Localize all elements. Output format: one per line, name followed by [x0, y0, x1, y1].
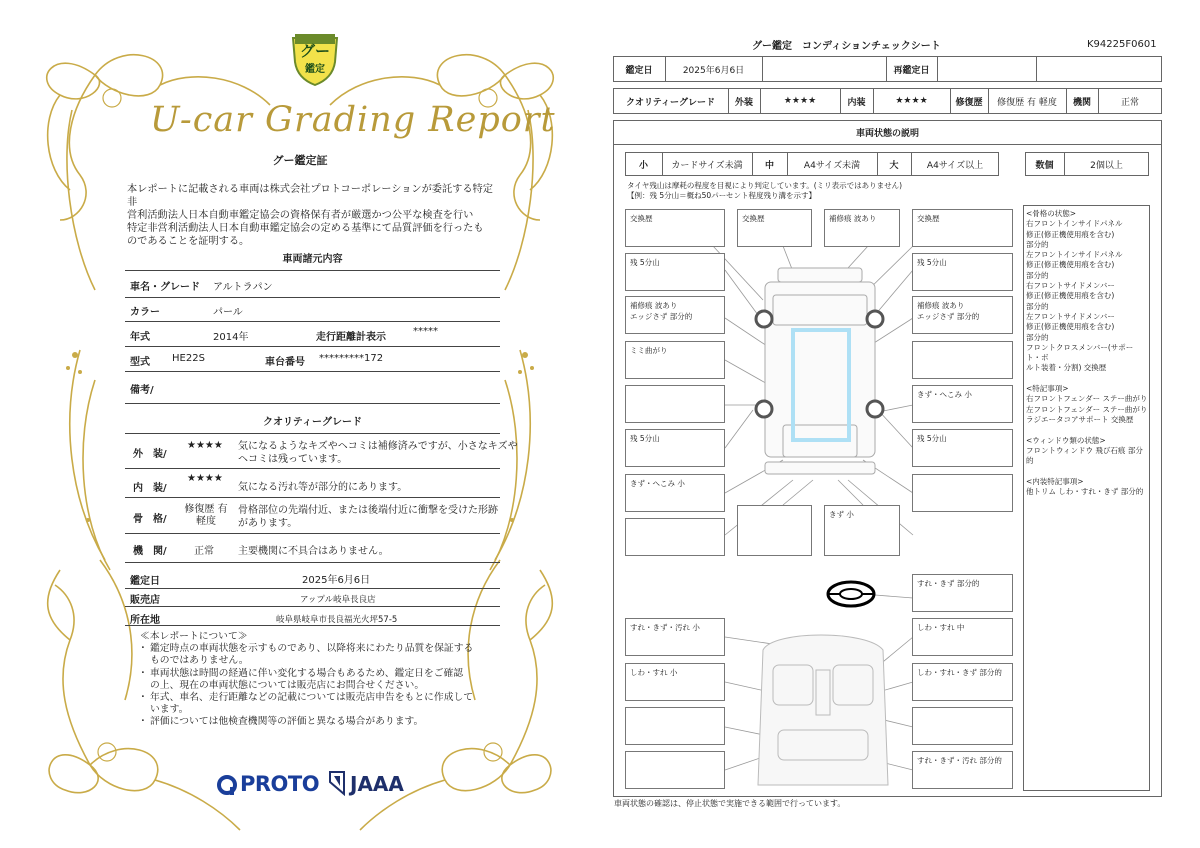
- legend-line: フロントクロスメンバー(サポート・ボ: [1026, 342, 1134, 363]
- interior-grade: ★★★★: [187, 473, 223, 484]
- year-value: 2014年: [213, 332, 249, 343]
- comment-box: すれ・きず・汚れ 部分的: [912, 751, 1013, 789]
- interior-label: 内装: [847, 97, 866, 108]
- color-value: パール: [213, 307, 243, 318]
- certificate-line: 営利活動法人日本自動車鑑定協会の資格保有者が厳選かつ公平な検査を行い: [127, 210, 474, 221]
- comment-box: 残 5分山: [912, 429, 1013, 467]
- status-title: 車両状態の説明: [855, 128, 919, 139]
- comment-box: 残 5分山: [625, 253, 725, 291]
- comment-box: [625, 385, 725, 423]
- date-label: 鑑定日: [625, 65, 653, 76]
- comment-box: 交換歴: [912, 209, 1013, 247]
- note-item: ・ 評価については他検査機関等の評価と異なる場合があります。: [138, 716, 503, 728]
- legend-line: <ウィンドウ類の状態>: [1026, 435, 1106, 445]
- legend-line: 修正(修正機使用痕を含む): [1026, 260, 1115, 270]
- note-item: ・ 鑑定時点の車両状態を示すものであり、以降将来にわたり品質を保証する ものではありません。: [138, 643, 503, 667]
- model-value: HE22S: [172, 353, 205, 364]
- divider: [125, 321, 500, 322]
- divider: [125, 497, 500, 498]
- notes-title: ≪本レポートについて≫: [140, 631, 248, 642]
- comment-box: しわ・すれ・きず 部分的: [912, 663, 1013, 701]
- shop-label: 販売店: [130, 595, 160, 606]
- legend-line: 修正(修正機使用痕を含む): [1026, 291, 1115, 301]
- legend-line: [1026, 374, 1148, 384]
- engine-grade: 正常: [194, 546, 214, 557]
- engine-value: 正常: [1120, 97, 1139, 108]
- quality-grade-label: クオリティーグレード: [625, 97, 716, 108]
- engine-label: 機関: [1072, 97, 1091, 108]
- legend-line: 左フロントインサイドパネル: [1026, 250, 1123, 260]
- car-name-label: 車名・グレード: [130, 282, 200, 293]
- footer-note: 車両状態の確認は、停止状態で実施できる範囲で行っています。: [614, 799, 846, 808]
- comment-box: [737, 505, 812, 556]
- exterior-grade: ★★★★: [783, 96, 817, 106]
- divider: [125, 371, 500, 372]
- report-title: U-car Grading Report: [150, 100, 556, 140]
- legend-line: 修正(修正機使用痕を含む): [1026, 229, 1115, 239]
- exterior-label: 外装: [734, 97, 753, 108]
- car-name-value: アルトラパン: [213, 282, 273, 293]
- certificate-title: グー鑑定証: [272, 154, 328, 167]
- divider: [125, 588, 500, 589]
- comment-box: 交換歴: [625, 209, 725, 247]
- size-medium: 中: [764, 160, 774, 171]
- legend-line: <特記事項>: [1026, 384, 1069, 394]
- legend-line: ルト装着・分割) 交換歴: [1026, 363, 1107, 373]
- tire-example: 【例：残 5分山＝概ね50パーセント程度残り溝を示す】: [627, 191, 817, 200]
- interior-desc: 気になる汚れ等が部分的にあります。: [238, 482, 408, 493]
- count-desc: 2個以上: [1090, 160, 1123, 171]
- certificate-statement: [127, 183, 502, 248]
- comment-box: [625, 707, 725, 745]
- divider: [125, 433, 500, 434]
- legend-line: 部分的: [1026, 332, 1049, 342]
- reappraisal-date-label: 再鑑定日: [893, 65, 930, 76]
- frame-grade: 修復歴 有 軽度: [184, 504, 228, 527]
- tire-note: タイヤ残山は摩耗の程度を目視により判定しています。(ミリ表示ではありません): [627, 181, 903, 190]
- steering-wheel-icon: [828, 582, 874, 606]
- size-large: 大: [889, 160, 899, 171]
- exterior-grade: ★★★★: [187, 440, 223, 451]
- comment-box: [625, 751, 725, 789]
- comment-box: しわ・すれ 中: [912, 618, 1013, 656]
- comment-box: ミミ曲がり: [625, 341, 725, 379]
- comment-box: すれ・きず・汚れ 小: [625, 618, 725, 656]
- certificate-line: 本レポートに記載される車両は株式会社プロトコーポレーションが委託する特定非: [127, 184, 493, 208]
- certificate-line: のであることを証明する。: [127, 236, 250, 247]
- legend-line: 部分的: [1026, 270, 1049, 280]
- desc-line: があります。: [238, 518, 298, 529]
- model-label: 型式: [130, 357, 150, 368]
- comment-box: きず 小: [824, 505, 900, 556]
- note-item: ・ 車両状態は時間の経過に伴い変化する場合もあるため、鑑定日をご確認 の上、現在の車両状態については販売店にお問合せください。: [138, 668, 503, 692]
- divider: [125, 562, 500, 563]
- legend-line: [1026, 425, 1148, 435]
- repair-history-value: 修復歴 有 軽度: [997, 97, 1057, 108]
- divider: [125, 403, 500, 404]
- chassis-label: 車台番号: [265, 357, 305, 368]
- sheet-id: K94225F0601: [1087, 39, 1157, 50]
- jaaa-logo-text: JAAA: [350, 772, 404, 796]
- engine-desc: 主要機関に不具合はありません。: [238, 546, 389, 557]
- comment-box: [912, 341, 1013, 379]
- mileage-label: 走行距離計表示: [316, 332, 386, 343]
- comment-box: 補修痕 波あり エッジさず 部分的: [625, 296, 725, 334]
- frame-label: 骨 格/: [133, 514, 167, 525]
- proto-logo-text: PROTO: [240, 772, 320, 796]
- comment-box: きず・へこみ 小: [912, 385, 1013, 423]
- chassis-value: *********172: [319, 353, 384, 364]
- divider: [125, 270, 500, 271]
- divider: [125, 346, 500, 347]
- frame-desc: [238, 504, 498, 530]
- proto-logo-mark: [216, 774, 238, 796]
- comment-box: [625, 518, 725, 556]
- legend-line: フロントウィンドウ 飛び石痕 部分的: [1026, 445, 1143, 466]
- legend-line: 他トリム しわ・すれ・きず 部分的: [1026, 487, 1144, 497]
- shop-value: アップル岐阜長良店: [300, 595, 376, 605]
- divider: [125, 468, 500, 469]
- address-label: 所在地: [130, 615, 160, 626]
- comment-box: 残 5分山: [625, 429, 725, 467]
- legend-line: 修正(修正機使用痕を含む): [1026, 322, 1115, 332]
- badge-top-text: グー: [299, 42, 330, 60]
- certificate-line: 特定非営利活動法人日本自動車鑑定協会の定める基準にて品質評価を行ったも: [127, 223, 484, 234]
- legend-line: 部分的: [1026, 301, 1049, 311]
- size-small: 小: [638, 160, 648, 171]
- legend-line: 左フロントサイドメンバー: [1026, 311, 1115, 321]
- frame-condition-notes: [1026, 209, 1148, 497]
- legend-line: ラジエータコアサポート 交換歴: [1026, 414, 1134, 424]
- size-large-desc: A4サイズ以上: [926, 160, 984, 171]
- legend-line: 左フロントフェンダー ステー曲がり: [1026, 404, 1148, 414]
- comment-box: 残 5分山: [912, 253, 1013, 291]
- comment-box: [912, 707, 1013, 745]
- goo-appraisal-badge: [287, 32, 343, 86]
- desc-line: ヘコミは残っています。: [238, 454, 348, 465]
- interior-label: 内 装/: [133, 483, 167, 494]
- sheet-title: グー鑑定 コンディションチェックシート: [752, 41, 941, 52]
- mileage-value: *****: [413, 326, 438, 337]
- legend-line: <内装特記事項>: [1026, 476, 1084, 486]
- report-notes: [138, 631, 503, 729]
- comment-box: 補修痕 波あり: [824, 209, 900, 247]
- divider: [125, 606, 500, 607]
- count-label: 数個: [1035, 160, 1054, 171]
- comment-box: すれ・きず 部分的: [912, 574, 1013, 612]
- repair-history-label: 修復歴: [955, 97, 983, 108]
- comment-box: 交換歴: [737, 209, 812, 247]
- quality-section-title: クオリティーグレード: [263, 417, 362, 428]
- legend-line: <骨格の状態>: [1026, 209, 1077, 218]
- desc-line: 骨格部位の先端付近、または後端付近に衝撃を受けた形跡: [238, 505, 498, 516]
- exterior-desc: [238, 440, 518, 466]
- comment-box: [912, 474, 1013, 512]
- size-medium-desc: A4サイズ未満: [803, 160, 861, 171]
- date-value: 2025年6月6日: [682, 65, 745, 76]
- appraisal-date-label: 鑑定日: [130, 576, 160, 587]
- remarks-label: 備考/: [130, 385, 154, 396]
- legend-line: 右フロントインサイドパネル: [1026, 219, 1123, 229]
- legend-line: 部分的: [1026, 239, 1049, 249]
- color-label: カラー: [130, 307, 160, 318]
- spec-section-title: 車両諸元内容: [282, 254, 343, 265]
- note-item: ・ 年式、車名、走行距離などの記載については販売店申告をもとに作成して います。: [138, 692, 503, 716]
- engine-label: 機 関/: [133, 546, 167, 557]
- comment-box: きず・へこみ 小: [625, 474, 725, 512]
- divider: [125, 297, 500, 298]
- badge-bottom-text: 鑑定: [305, 64, 325, 75]
- address-value: 岐阜県岐阜市長良福光火坪57-5: [276, 615, 398, 625]
- size-small-desc: カードサイズ未満: [671, 160, 743, 171]
- interior-grade: ★★★★: [895, 96, 928, 106]
- legend-line: 右フロントサイドメンバー: [1026, 281, 1115, 291]
- divider: [125, 533, 500, 534]
- legend-line: 右フロントフェンダー ステー曲がり: [1026, 394, 1148, 404]
- comment-box: しわ・すれ 小: [625, 663, 725, 701]
- desc-line: 気になるようなキズやヘコミは補修済みですが、小さなキズや: [238, 441, 518, 452]
- appraisal-date-value: 2025年6月6日: [302, 575, 371, 586]
- exterior-label: 外 装/: [133, 449, 167, 460]
- comment-box: 補修痕 波あり エッジさず 部分的: [912, 296, 1013, 334]
- jaaa-logo-mark: [328, 770, 346, 796]
- divider: [125, 625, 500, 626]
- legend-line: [1026, 466, 1148, 476]
- year-label: 年式: [130, 332, 150, 343]
